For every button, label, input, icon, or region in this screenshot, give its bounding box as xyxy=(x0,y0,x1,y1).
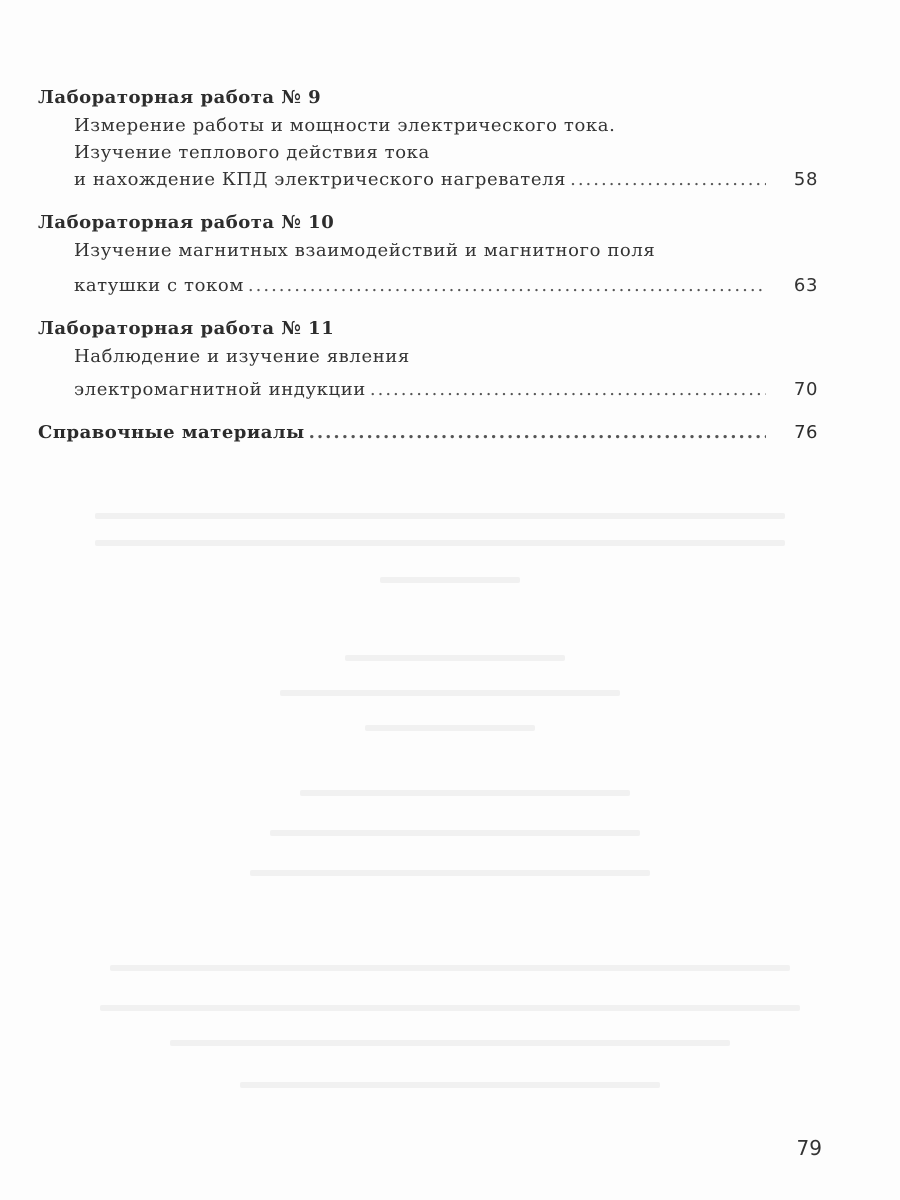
section-description xyxy=(38,343,818,403)
show-through-mark xyxy=(100,1005,800,1011)
show-through-mark xyxy=(110,965,790,971)
table-of-contents xyxy=(38,84,818,447)
toc-section-lab-11 xyxy=(38,315,818,403)
show-through-mark xyxy=(300,790,630,796)
description-line: Наблюдение и изучение явления xyxy=(74,346,410,367)
show-through-mark xyxy=(380,577,520,583)
dot-leader xyxy=(248,272,766,299)
entry-text: Справочные материалы xyxy=(38,422,305,443)
section-description xyxy=(38,112,818,193)
show-through-mark xyxy=(270,830,640,836)
show-through-mark xyxy=(170,1040,730,1046)
entry-page-number: 63 xyxy=(793,275,818,296)
toc-section-lab-10 xyxy=(38,209,818,299)
toc-section-lab-9 xyxy=(38,84,818,193)
toc-entry-row[interactable] xyxy=(74,272,818,299)
entry-page-number: 58 xyxy=(793,169,818,190)
entry-text: электромагнитной индукции xyxy=(74,379,366,400)
show-through-mark xyxy=(240,1082,660,1088)
entry-text: и нахождение КПД электрического нагревателя xyxy=(74,169,567,190)
section-title: Лабораторная работа № 10 xyxy=(38,212,335,233)
entry-text: катушки с током xyxy=(74,275,244,296)
section-title: Лабораторная работа № 9 xyxy=(38,87,322,108)
show-through-mark xyxy=(280,690,620,696)
show-through-mark xyxy=(365,725,535,731)
show-through-mark xyxy=(95,540,785,546)
toc-entry-row[interactable] xyxy=(74,166,818,193)
entry-page-number: 70 xyxy=(793,379,818,400)
dot-leader xyxy=(370,376,766,403)
toc-entry-row[interactable] xyxy=(74,376,818,403)
dot-leader xyxy=(570,166,766,193)
dot-leader xyxy=(309,419,766,447)
description-line: Изучение теплового действия тока xyxy=(74,142,430,163)
page-number: 79 xyxy=(796,1136,822,1160)
entry-page-number: 76 xyxy=(794,422,818,443)
section-title: Лабораторная работа № 11 xyxy=(38,318,335,339)
description-line: Измерение работы и мощности электрического тока. xyxy=(74,115,616,136)
show-through-mark xyxy=(250,870,650,876)
section-description xyxy=(38,237,818,299)
description-line: Изучение магнитных взаимодействий и магнитного поля xyxy=(74,240,656,261)
show-through-mark xyxy=(345,655,565,661)
show-through-mark xyxy=(95,513,785,519)
toc-entry-reference-materials[interactable] xyxy=(38,419,818,447)
